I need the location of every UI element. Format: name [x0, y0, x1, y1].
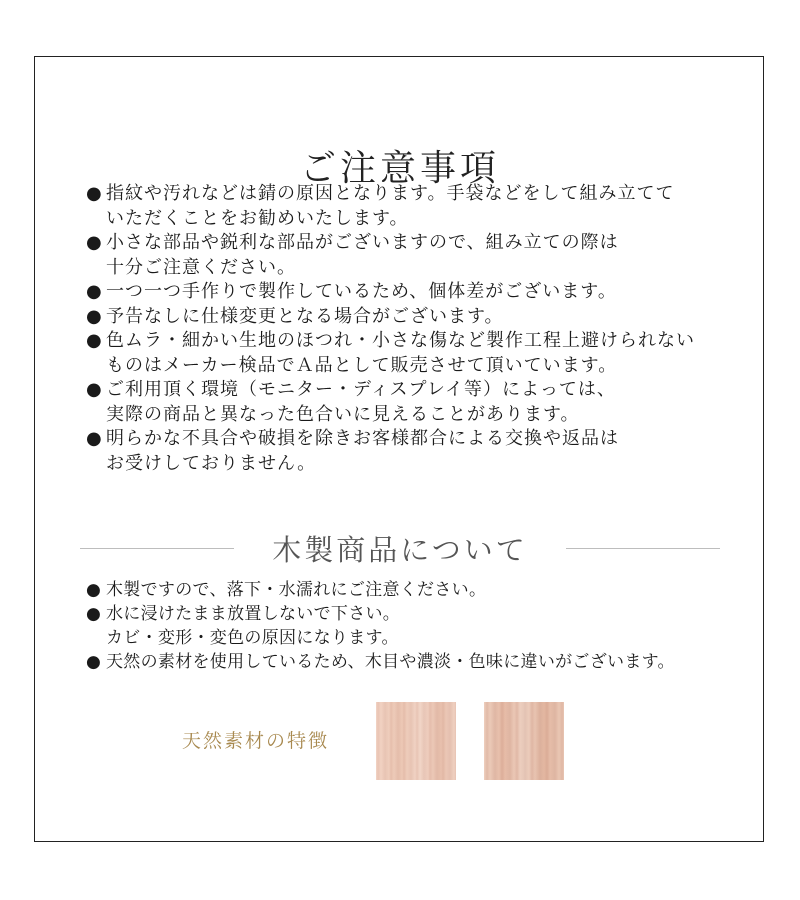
notice-item [86, 182, 746, 231]
bullet-icon: ● [86, 281, 103, 302]
notice-item-text: 予告なしに仕様変更となる場合がございます。 [106, 305, 504, 327]
divider-line-right [566, 548, 720, 549]
wood-item-text: 水に浸けたまま放置しないで下さい。 カビ・変形・変色の原因になります。 [106, 604, 401, 648]
notice-list [86, 182, 746, 476]
bullet-icon: ● [86, 379, 103, 400]
notice-item [86, 329, 746, 378]
notice-item-text: ご利用頂く環境（モニター・ディスプレイ等）によっては、 実際の商品と異なった色合いに見えることがあります。 [106, 379, 616, 425]
notice-item [86, 378, 746, 427]
notice-item [86, 231, 746, 280]
wood-section-heading [80, 528, 720, 568]
bullet-icon: ● [86, 183, 103, 204]
wood-grain-sample-image [484, 702, 564, 780]
bullet-icon: ● [86, 580, 102, 600]
natural-material-caption: 天然素材の特徴 [182, 730, 330, 752]
notice-item [86, 305, 746, 330]
divider-line-left [80, 548, 234, 549]
wood-item [86, 602, 766, 650]
bullet-icon: ● [86, 305, 103, 327]
notice-item-text: 一つ一つ手作りで製作しているため、個体差がございます。 [106, 281, 617, 302]
notice-item-text: 指紋や汚れなどは錆の原因となります。手袋などをして組み立てて いただくことをお勧めいたします。 [106, 183, 675, 229]
wood-item-text: 天然の素材を使用しているため、木目や濃淡・色味に違いがございます。 [106, 652, 675, 672]
wood-heading-text: 木製商品について [272, 533, 528, 567]
bullet-icon: ● [86, 652, 102, 672]
wood-item-text: 木製ですので、落下・水濡れにご注意ください。 [106, 580, 487, 600]
bullet-icon: ● [86, 330, 103, 351]
notice-item-text: 色ムラ・細かい生地のほつれ・小さな傷など製作工程上避けられない ものはメーカー検品でＡ品として販売させて頂いています。 [106, 330, 695, 376]
bullet-icon: ● [86, 604, 102, 624]
notice-item-text: 小さな部品や鋭利な部品がございますので、組み立ての際は 十分ご注意ください。 [106, 232, 619, 278]
bullet-icon: ● [86, 232, 103, 253]
bullet-icon: ● [86, 428, 103, 449]
notice-item-text: 明らかな不具合や破損を除きお客様都合による交換や返品は お受けしておりません。 [106, 428, 619, 474]
notice-item [86, 427, 746, 476]
wood-item [86, 578, 766, 602]
wood-item [86, 650, 766, 674]
wood-notice-list [86, 578, 766, 674]
page-title: ご注意事項 [299, 148, 500, 190]
notice-item [86, 280, 746, 305]
wood-grain-sample-image [376, 702, 456, 780]
